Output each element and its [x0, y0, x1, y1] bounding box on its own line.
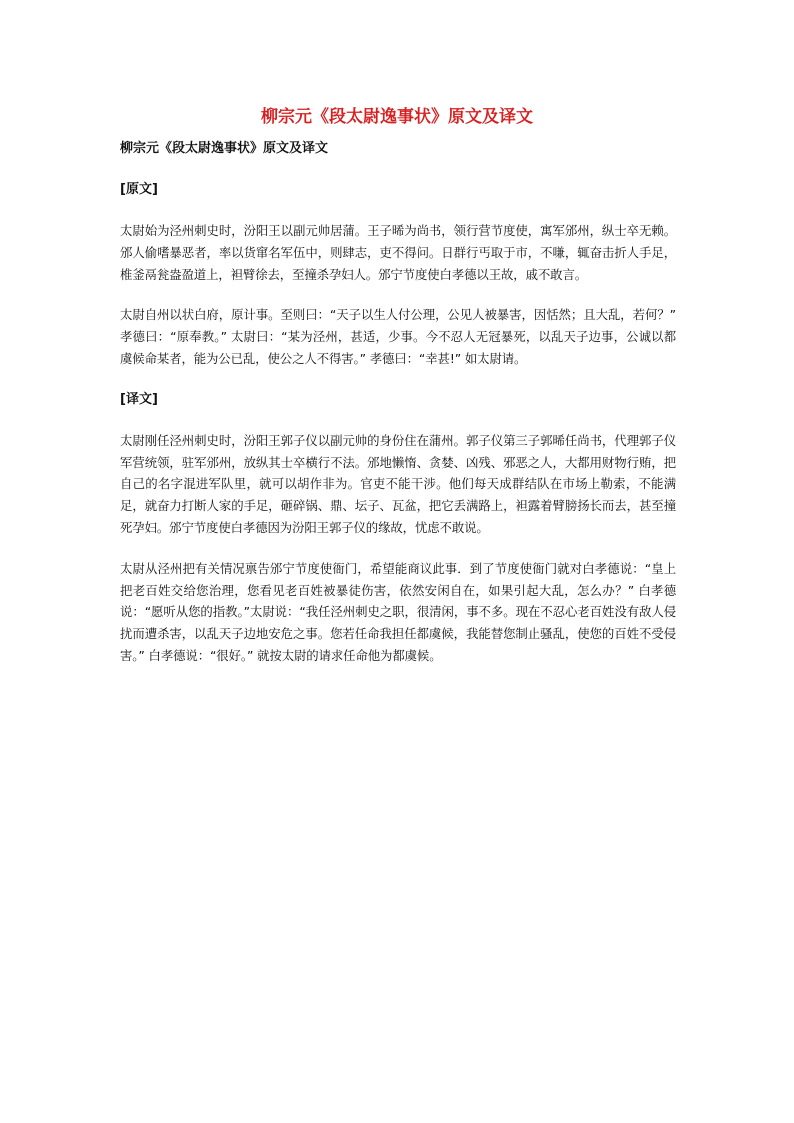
original-paragraph: 太尉自州以状白府，原计事。至则曰：“天子以生人付公理，公见人被暴害，因恬然；且大乱，若何？” 孝德曰：“原奉教。” 太尉曰：“某为泾州，甚适，少事。今不忍人无冠暴死，以乱天子边事，公诚以都虞候命某者，能为公已乱，使公之人不得害。” 孝德曰：“幸甚!” 如太尉请。: [120, 307, 676, 366]
document-subtitle: 柳宗元《段太尉逸事状》原文及译文: [120, 141, 329, 156]
translation-paragraph: 太尉刚任泾州刺史时，汾阳王郭子仪以副元帅的身份住在蒲州。郭子仪第三子郭晞任尚书，代理郭子仪军营统领，驻军邠州，放纵其士卒横行不法。邠地懒惰、贪婪、凶残、邪恶之人，大都用财物行贿，把自己的名字混进军队里，就可以胡作非为。官吏不能干涉。他们每天成群结队在市场上勒索，不能满足，就奋力打断人家的手足，砸碎锅、鼎、坛子、瓦盆，把它丢满路上，袒露着臂膀扬长而去，甚至撞死孕妇。邠宁节度使白孝德因为汾阳王郭子仪的缘故，忧虑不敢说。: [120, 432, 676, 535]
original-heading: [原文]: [120, 182, 158, 197]
translation-heading: [译文]: [120, 391, 158, 407]
original-paragraph: 太尉始为泾州刺史时，汾阳王以副元帅居蒲。王子晞为尚书，领行营节度使，寓军邠州，纵士卒无赖。邠人偷嗜暴恶者，率以货窜名军伍中，则肆志，吏不得问。日群行丐取于市，不嗛，辄奋击折人手足，椎釜鬲瓮盎盈道上，袒臂徐去，至撞杀孕妇人。邠宁节度使白孝德以王故，戚不敢言。: [120, 223, 676, 282]
document-title: 柳宗元《段太尉逸事状》原文及译文: [261, 107, 533, 127]
document-body: [120, 138, 676, 686]
translation-paragraph: 太尉从泾州把有关情况禀告邠宁节度使衙门，希望能商议此事．到了节度使衙门就对白孝德说：“皇上把老百姓交给您治理，您看见老百姓被暴徒伤害，依然安闲自在，如果引起大乱，怎么办？” 白孝德说：“愿听从您的指教。”太尉说：“我任泾州刺史之职，很清闲，事不多。现在不忍心老百姓没有敌人侵扰而遭杀害，以乱天子边地安危之事。您若任命我担任都虞候，我能替您制止骚乱，使您的百姓不受侵害。” 白孝德说：“很好。” 就按太尉的请求任命他为都虞候。: [120, 560, 676, 663]
